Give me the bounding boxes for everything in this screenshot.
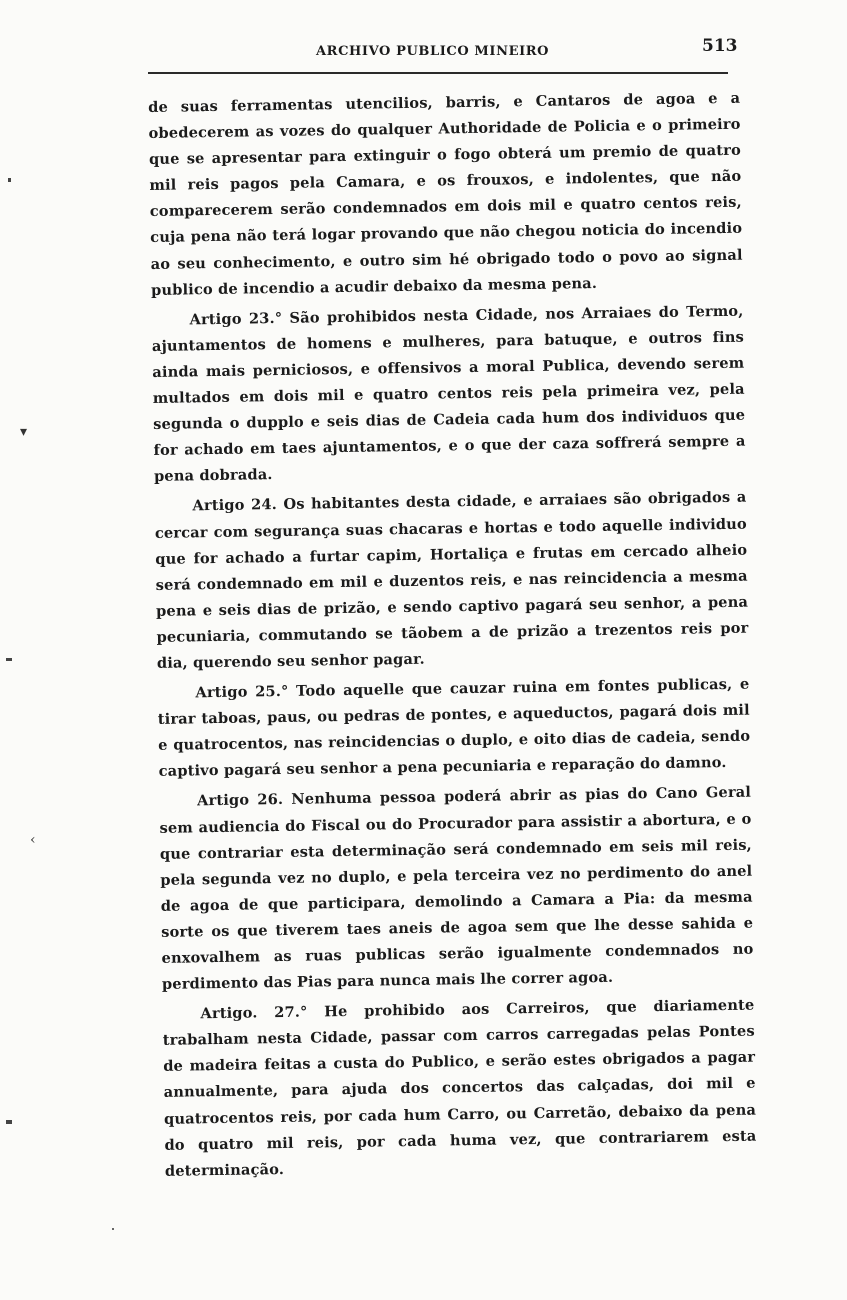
- scan-mark-dot: [8, 178, 11, 182]
- paragraph-artigo-27: Artigo. 27.° He prohibido aos Carreiros, que diariamente trabalham nesta Cidade, passar com carros carregadas pelas Pontes de madeira feitas a custa do Publico, e serão estes obrigados a pagar annualmente, para ajuda dos concertos das calçadas, doi mil e quatrocentos reis, por cada hum Carro, ou Carretão, debaixo da pena do quatro mil reis, por cada huma vez, que contrariarem esta determinação.: [162, 996, 757, 1180]
- paragraph-continuation: de suas ferramentas utencilios, barris, e Cantaros de agoa e a obedecerem as vozes do qualquer Authoridade de Policia e o primeiro que se apresentar para extinguir o fogo obterá um premio de quatro mil reis pagos pela Camara, e os frouxos, e indolentes, que não comparecerem serão condemnados em dois mil e quatro centos reis, cuja pena não terá logar provando que não chegou noticia do incendio ao seu conhecimento, e outro sim hé obrigado todo o povo ao signal publico de incendio a acudir debaixo da mesma pena.: [148, 89, 743, 299]
- paragraph-artigo-25: Artigo 25.° Todo aquelle que cauzar ruina em fontes publicas, e tirar taboas, paus, ou pedras de pontes, e aqueductos, pagará dois mil e quatrocentos, nas reincidencias o duplo, e oito dias de cadeia, sendo captivo pagará seu senhor a pena pecuniaria e reparação do damno.: [157, 675, 751, 781]
- body-text: [148, 86, 757, 1189]
- paragraph-artigo-23: Artigo 23.° São prohibidos nesta Cidade, nos Arraiaes do Termo, ajuntamentos de homens e mulheres, para batuque, e outros fins ainda mais perniciosos, e offensivos a moral Publica, devendo serem multados em dois mil e quatro centos reis pela primeira vez, pela segunda o dupplo e seis dias de Cadeia cada hum dos individuos que for achado em taes ajuntamentos, e o que der caza soffrerá sempre a pena dobrada.: [151, 302, 746, 486]
- scan-mark-check: ‹: [30, 832, 36, 848]
- page-number: 513: [702, 36, 738, 56]
- scan-mark-edge: [6, 1120, 12, 1124]
- running-title: ARCHIVO PUBLICO MINEIRO: [316, 44, 550, 59]
- scan-mark-tick: ▾: [20, 424, 28, 440]
- paragraph-artigo-26: Artigo 26. Nenhuma pessoa poderá abrir as pias do Cano Geral sem audiencia do Fiscal ou do Procurador para assistir a abortura, e o que contrariar esta determinação será condemnado em seis mil reis, pela segunda vez no duplo, e pela terceira vez no perdimento do anel de agoa de que participara, demolindo a Camara a Pia: da mesma sorte os que tiverem taes aneis de agoa sem que lhe desse sahida e enxovalhem as ruas publicas serão igualmente condemnados no perdimento das Pias para nunca mais lhe correr agoa.: [159, 784, 754, 993]
- page-header: [148, 28, 738, 78]
- scan-mark-speck: [112, 1228, 114, 1230]
- paragraph-artigo-24: Artigo 24. Os habitantes desta cidade, e arraiaes são obrigados a cercar com segurança suas chacaras e hortas e todo aquelle individuo que for achado a furtar capim, Hortaliça e frutas em cercado alheio será condemnado em mil e duzentos reis, e nas reincidencia a mesma pena e seis dias de prizão, e sendo captivo pagará seu senhor, a pena pecuniaria, commutando se tãobem a de prizão a trezentos reis por dia, querendo seu senhor pagar.: [154, 489, 749, 672]
- scan-mark-dash: [6, 658, 12, 661]
- header-rule: [148, 72, 728, 74]
